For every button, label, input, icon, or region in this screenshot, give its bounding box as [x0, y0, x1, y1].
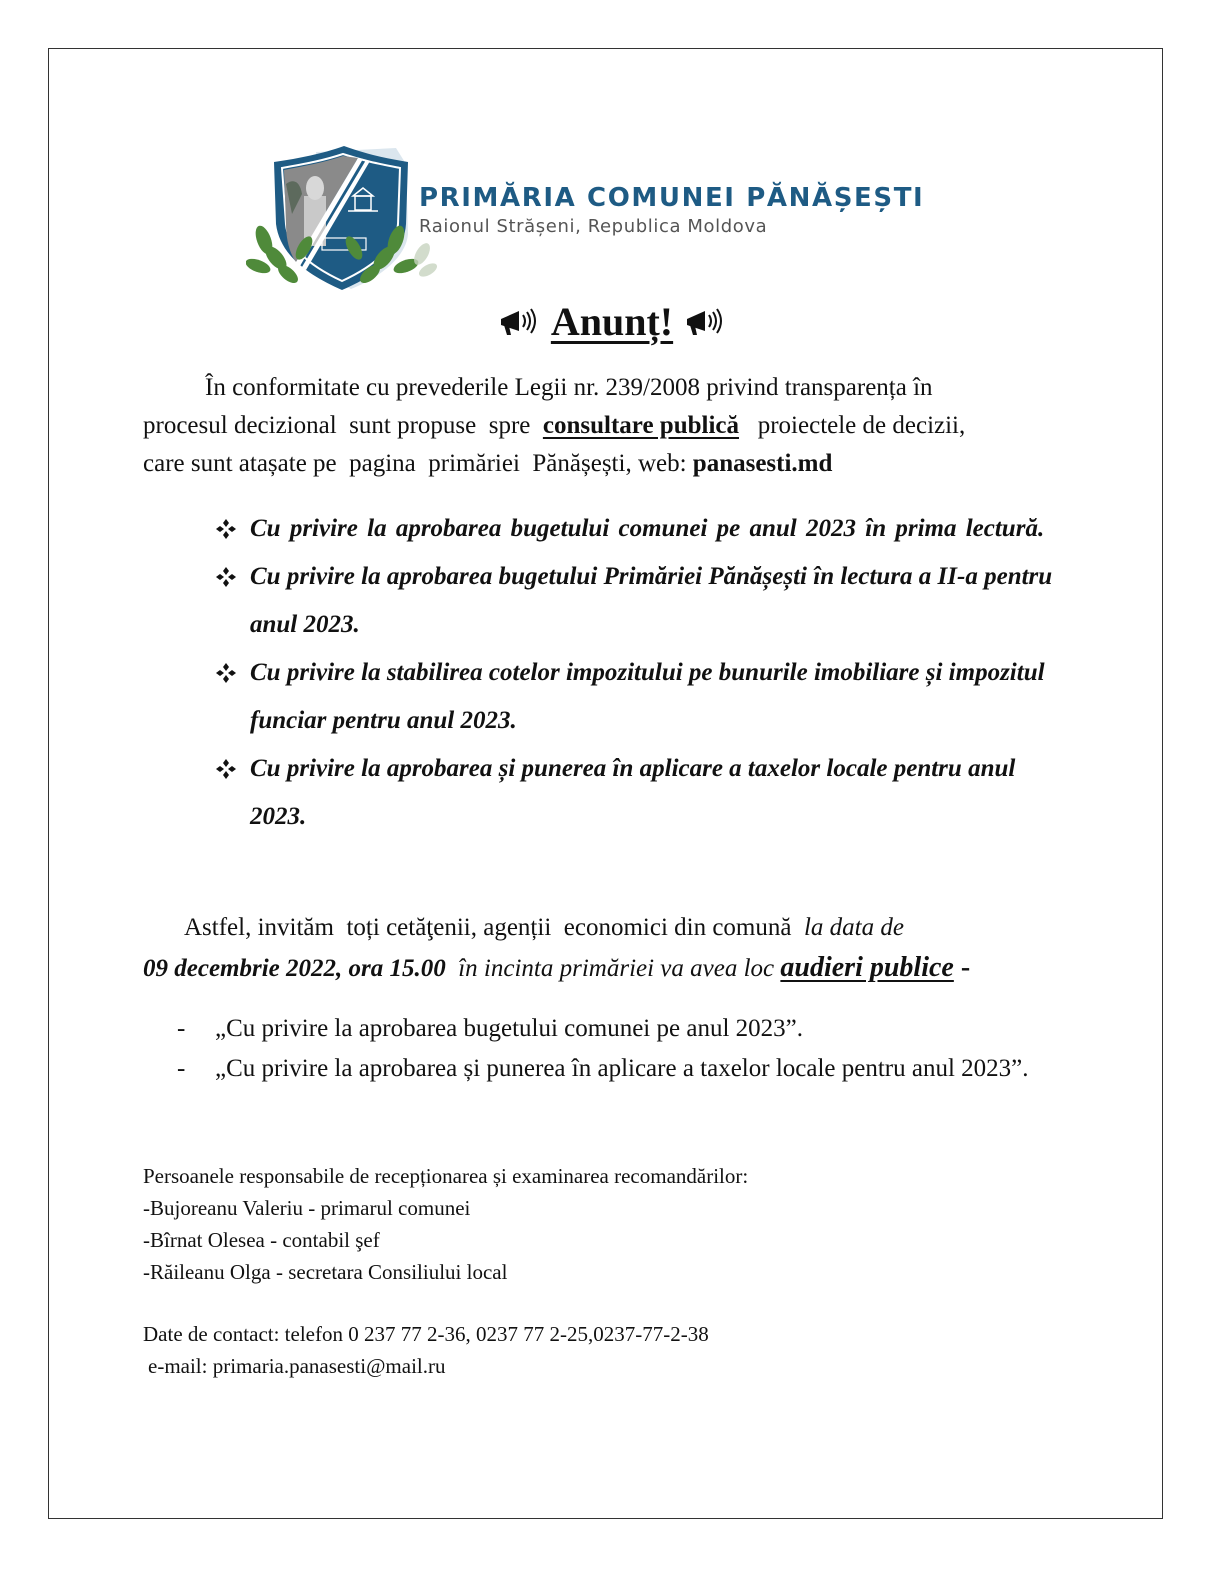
megaphone-icon — [497, 305, 541, 339]
contact-email[interactable]: e-mail: primaria.panasesti@mail.ru — [148, 1354, 446, 1378]
intro-text: proiectele de decizii, — [738, 412, 966, 439]
intro-line: În conformitate cu prevederile Legii nr. 239/2008 privind transparența în — [205, 374, 933, 401]
shield-icon — [246, 144, 442, 294]
intro-paragraph — [143, 369, 1073, 483]
org-subtitle: Raionul Strășeni, Republica Moldova — [419, 216, 768, 237]
hearing-date-time: 09 decembrie 2022, ora 15.00 — [143, 955, 446, 982]
project-item — [214, 649, 1074, 745]
diamond-bullet-icon — [214, 566, 238, 588]
website-link[interactable]: panasesti.md — [692, 450, 833, 477]
responsible-person: -Răileanu Olga - secretara Consiliului local — [143, 1260, 508, 1284]
hearing-topics-list — [175, 1010, 1055, 1090]
project-item — [214, 505, 1074, 553]
intro-line — [143, 445, 1073, 483]
invitation-date-lead: la data de — [803, 914, 904, 941]
coat-of-arms-logo — [246, 144, 442, 294]
diamond-bullet-icon — [214, 662, 238, 684]
contact-phones: Date de contact: telefon 0 237 77 2-36, 0237 77 2-25,0237-77-2-38 — [143, 1322, 709, 1346]
project-text: Cu privire la aprobarea și punerea în aplicare a taxelor locale pentru anul 2023. — [250, 755, 1016, 830]
projects-list — [214, 505, 1074, 841]
responsible-person: -Bujoreanu Valeriu - primarul comunei — [143, 1196, 471, 1220]
contact-info — [143, 1318, 709, 1382]
intro-text: care sunt atașate pe pagina primăriei Pănășești, web: — [143, 450, 693, 477]
responsible-person: -Bîrnat Olesea - contabil şef — [143, 1228, 380, 1252]
dash-marker: - — [177, 1055, 186, 1082]
title-row — [0, 298, 1224, 345]
hearing-topic-text: „Cu privire la aprobarea bugetului comunei pe anul 2023”. — [215, 1015, 803, 1042]
invitation-line — [143, 908, 1078, 948]
invitation-location: în incinta primăriei va avea loc — [445, 955, 781, 982]
consultation-emphasis: consultare publică — [542, 412, 739, 439]
hearing-topic-item — [175, 1047, 1055, 1090]
project-item — [214, 745, 1074, 841]
page-title: Anunț! — [550, 299, 674, 344]
trailing-dash: - — [953, 952, 971, 983]
intro-line — [143, 407, 1073, 445]
intro-text: procesul decizional sunt propuse spre — [143, 412, 543, 439]
invitation-paragraph — [143, 908, 1078, 989]
hearing-topic-item — [175, 1010, 1055, 1047]
invitation-line — [143, 948, 1078, 989]
project-text: Cu privire la stabilirea cotelor impozitului pe bunurile imobiliare și impozitul funciar pentru anul 2023. — [250, 659, 1045, 734]
project-text: Cu privire la aprobarea bugetului comunei pe anul 2023 în prima lectură. — [250, 515, 1045, 542]
invitation-text: Astfel, invităm toți cetăţenii, agenții economici din comună — [184, 914, 804, 941]
dash-marker: - — [177, 1015, 186, 1042]
project-item — [214, 553, 1074, 649]
responsible-heading: Persoanele responsabile de recepționarea și examinarea recomandărilor: — [143, 1164, 749, 1188]
diamond-bullet-icon — [214, 758, 238, 780]
project-text: Cu privire la aprobarea bugetului Primăriei Pănășești în lectura a II-a pentru anul 2023. — [250, 563, 1053, 638]
org-name: PRIMĂRIA COMUNEI PĂNĂȘEȘTI — [419, 183, 925, 213]
responsible-persons — [143, 1160, 748, 1288]
diamond-bullet-icon — [214, 518, 238, 540]
megaphone-icon — [683, 305, 727, 339]
hearing-topic-text: „Cu privire la aprobarea și punerea în aplicare a taxelor locale pentru anul 2023”. — [215, 1055, 1029, 1082]
public-hearing-emphasis: audieri publice — [780, 952, 954, 983]
